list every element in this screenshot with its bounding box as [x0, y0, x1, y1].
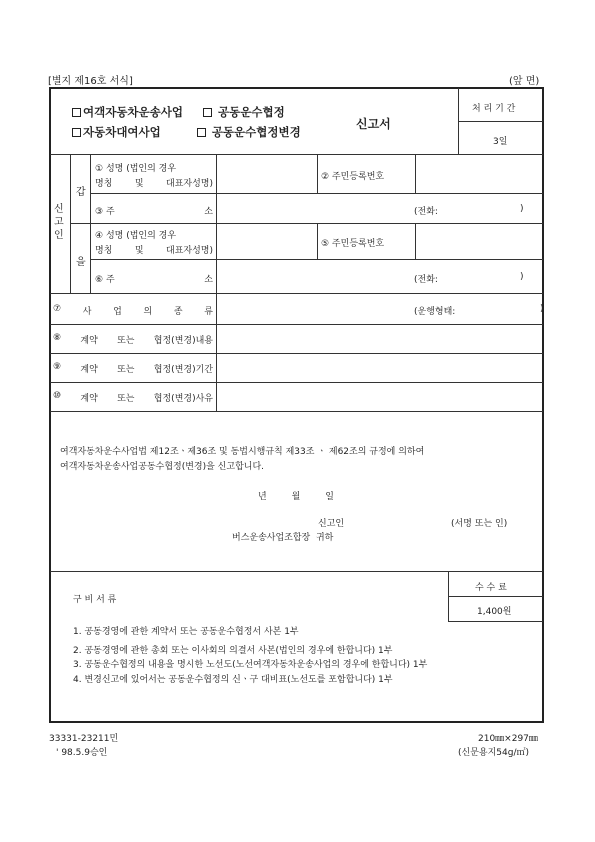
name-label-b-line2: 명칭 및 대표자성명)	[95, 246, 213, 256]
signer-label: 신고인	[318, 519, 345, 529]
agreement-period-label: ⑨ 계약 또는 협정(변경)기간	[53, 362, 213, 375]
declaration-date: 년 월 일	[258, 492, 334, 502]
phone-close-b: )	[520, 272, 524, 282]
checkbox-joint-agreement[interactable]	[203, 108, 212, 117]
name-label-b: ④ 성명 (법인의 경우	[95, 231, 177, 241]
page-side-label: (앞 면)	[509, 76, 540, 87]
recipient: 버스운송사업조합장 귀하	[232, 533, 334, 543]
paper-size: 210㎜×297㎜	[478, 734, 538, 744]
title-suffix: 신고서	[356, 117, 391, 131]
checkbox-passenger-transport[interactable]	[72, 108, 81, 117]
approval-date: ' 98.5.9승인	[56, 748, 108, 758]
fee-label: 수 수 료	[475, 583, 507, 593]
document-item: 1. 공동경영에 관한 계약서 또는 공동운수협정서 사본 1부	[73, 627, 299, 637]
processing-period-value: 3일	[493, 137, 508, 147]
paper-type: (신문용지54g/㎡)	[458, 748, 529, 758]
resident-number-label-b: ⑤ 주민등록번호	[321, 239, 385, 249]
checkbox-car-rental[interactable]	[72, 128, 81, 137]
business-type-label: ⑦ 사 업 의 종 류	[53, 304, 213, 317]
title-row-2: 자동차대여사업 공동운수협정변경	[72, 124, 301, 140]
party-b-label: 을	[76, 257, 86, 268]
required-documents-heading: 구 비 서 류	[73, 595, 117, 605]
applicant-label: 신 고 인	[54, 204, 64, 241]
resident-number-label-a: ② 주민등록번호	[321, 172, 385, 182]
phone-close-a: )	[520, 204, 524, 214]
name-label-a: ① 성명 (법인의 경우	[95, 164, 177, 174]
operation-type-close: )	[540, 304, 544, 314]
document-item: 4. 변경신고에 있어서는 공동운수협정의 신ㆍ구 대비표(노선도를 포함합니다) 1부	[73, 675, 393, 685]
phone-label-a: (전화:	[414, 207, 438, 217]
operation-type-label: (운행형태:	[414, 307, 456, 317]
form-number: [별지 제16호 서식]	[48, 76, 133, 87]
declaration-line-2: 여객자동차운송사업공동수협정(변경)을 신고합니다.	[60, 462, 265, 472]
document-item: 2. 공동경영에 관한 총회 또는 이사회의 의결서 사본(법인의 경우에 한합니다) 1부	[73, 646, 393, 656]
signature-note: (서명 또는 인)	[451, 519, 508, 529]
declaration-line-1: 여객자동차운수사업법 제12조ㆍ제36조 및 동법시행규칙 제33조 ㆍ 제62조의 규정에 의하여	[60, 447, 425, 457]
party-a-label: 갑	[76, 187, 86, 198]
title-row-1: 여객자동차운송사업 공동운수협정	[72, 104, 285, 120]
fee-value: 1,400원	[477, 607, 512, 617]
address-label-b: ⑥ 주 소	[95, 275, 213, 285]
checkbox-agreement-change[interactable]	[197, 128, 206, 137]
form-code: 33331-23211민	[49, 734, 119, 744]
phone-label-b: (전화:	[414, 275, 438, 285]
address-label-a: ③ 주 소	[95, 207, 213, 217]
name-label-a-line2: 명칭 및 대표자성명)	[95, 179, 213, 189]
agreement-content-label: ⑧ 계약 또는 협정(변경)내용	[53, 333, 213, 346]
agreement-reason-label: ⑩ 계약 또는 협정(변경)사유	[53, 391, 213, 404]
processing-period-label: 처 리 기 간	[472, 104, 516, 114]
document-item: 3. 공동운수협정의 내용을 명시한 노선도(노선여객자동차운송사업의 경우에 한합니다) 1부	[73, 660, 428, 670]
